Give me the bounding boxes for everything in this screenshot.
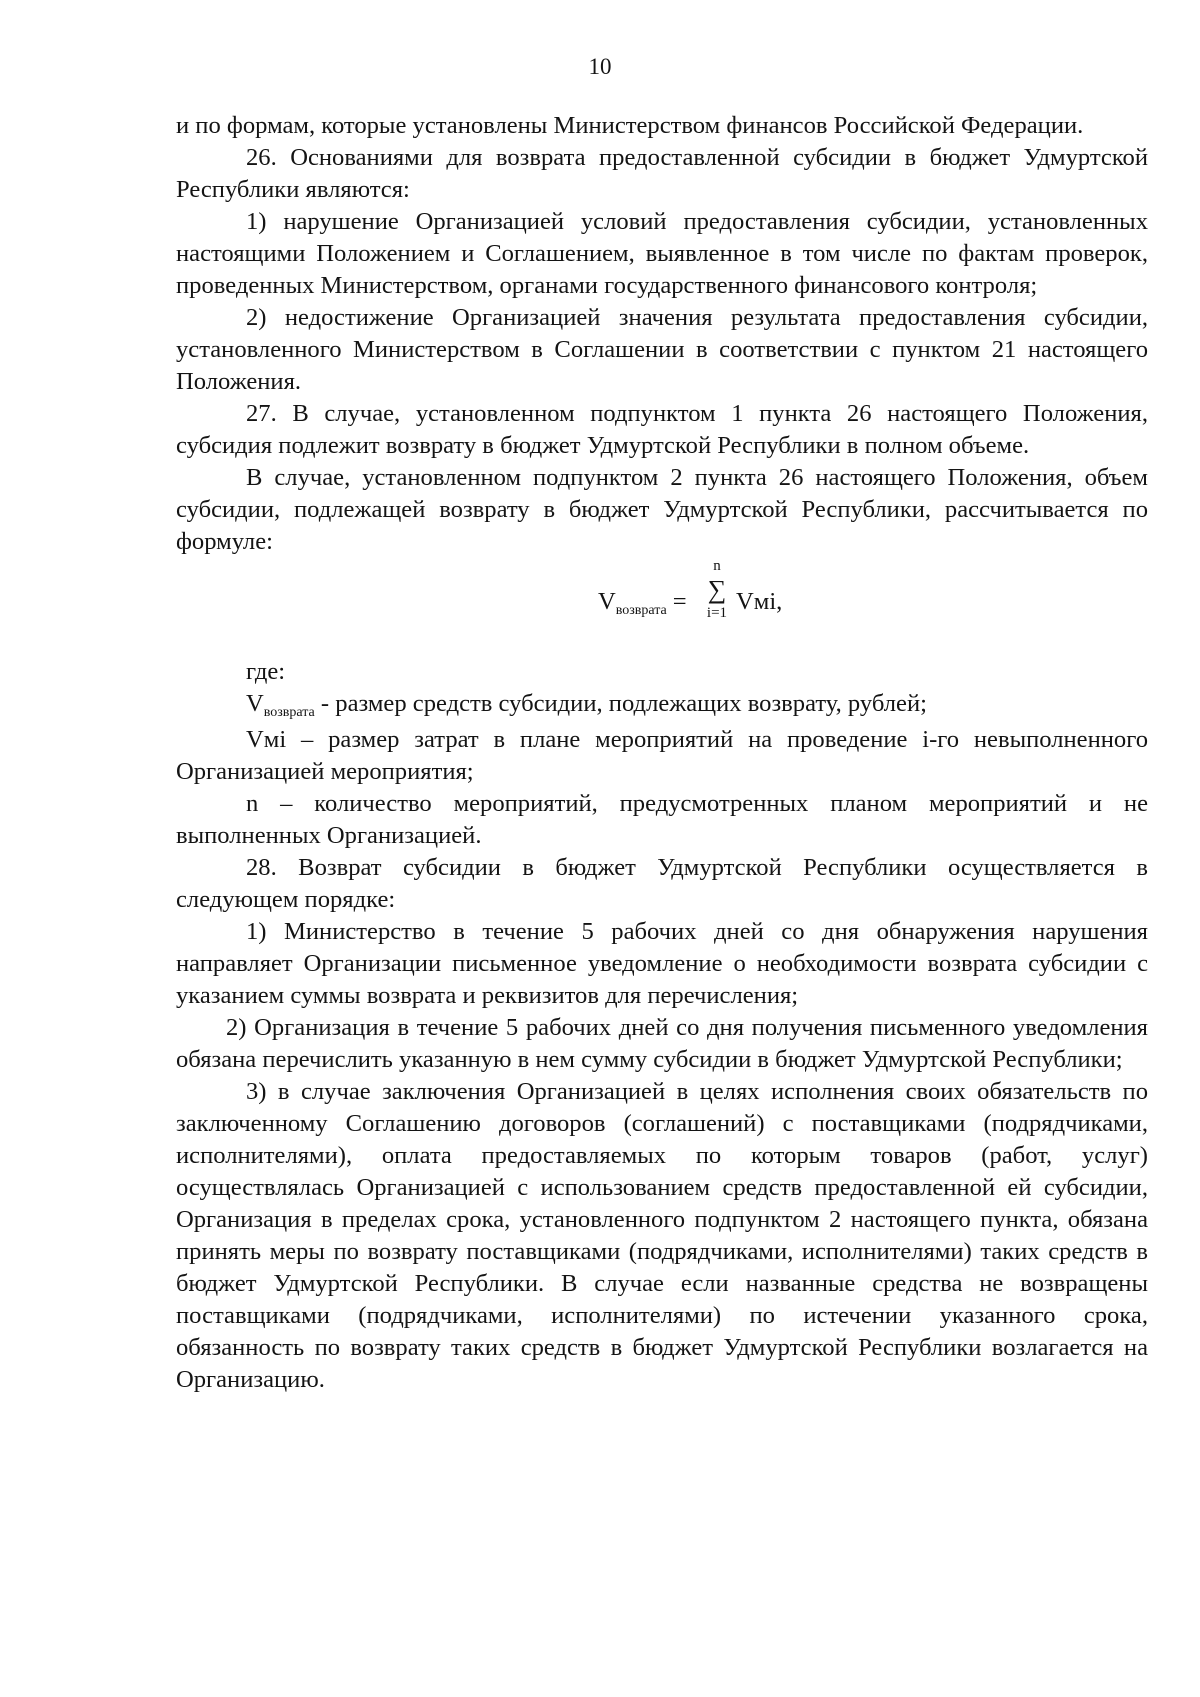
paragraph-27: 27. В случае, установленном подпунктом 1 пункта 26 настоящего Положения, субсидия подлежит возврату в бюджет Удмуртской Республики в полном объеме. (176, 400, 1148, 459)
formula-sum (704, 558, 730, 622)
paragraph-28-item-1: 1) Министерство в течение 5 рабочих дней со дня обнаружения нарушения направляет Организации письменное уведомление о необходимости возврата субсидии с указанием суммы возврата и реквизитов для перечисления; (176, 918, 1148, 1009)
page-number: 10 (588, 54, 612, 79)
document-body (176, 110, 1148, 1396)
definition-n: n – количество мероприятий, предусмотренных планом мероприятий и не выполненных Организацией. (176, 790, 1148, 849)
formula-sum-symbol: ∑ (707, 575, 727, 604)
definition-v-return: $V_{возврата}$ - размер средств субсидии, подлежащих возврату, рублей; (246, 690, 927, 720)
formula-rhs: Vмi, (736, 588, 783, 615)
formula-sum-upper: n (713, 558, 721, 574)
return-formula (176, 558, 1148, 650)
paragraph-26-item-2: 2) недостижение Организацией значения результата предоставления субсидии, установленного Министерством в Соглашении в соответствии с пунктом 21 настоящего Положения. (176, 304, 1148, 395)
paragraph-intro: и по формам, которые установлены Министерством финансов Российской Федерации. (176, 112, 1084, 139)
definition-vmi: Vмi – размер затрат в плане мероприятий на проведение i-го невыполненного Организацией мероприятия; (176, 726, 1148, 785)
formula-equals: = (672, 588, 687, 615)
paragraph-28-item-2: 2) Организация в течение 5 рабочих дней со дня получения письменного уведомления обязана перечислить указанную в нем сумму субсидии в бюджет Удмуртской Республики; (176, 1014, 1148, 1073)
formula-lhs-subscript: возврата (615, 603, 667, 618)
paragraph-26-item-1: 1) нарушение Организацией условий предоставления субсидии, установленных настоящими Положением и Соглашением, выявленное в том числе по фактам проверок, проведенных Министерством, органами государственного финансового контроля; (176, 208, 1148, 299)
definition-v-return-subscript: возврата (263, 705, 315, 720)
paragraph-27-second: В случае, установленном подпунктом 2 пункта 26 настоящего Положения, объем субсидии, подлежащей возврату в бюджет Удмуртской Республики, рассчитывается по формуле: (176, 464, 1148, 555)
where-label: где: (246, 658, 286, 685)
paragraph-26: 26. Основаниями для возврата предоставленной субсидии в бюджет Удмуртской Республики являются: (176, 144, 1148, 203)
paragraph-28: 28. Возврат субсидии в бюджет Удмуртской Республики осуществляется в следующем порядке: (176, 854, 1148, 913)
formula-sum-lower: i=1 (706, 605, 728, 621)
formula-lhs: $V_{возврата}$ = (598, 588, 687, 618)
paragraph-28-item-3: 3) в случае заключения Организацией в целях исполнения своих обязательств по заключенному Соглашению договоров (соглашений) с поставщиками (подрядчиками, исполнителями), оплата предоставляемых по которым товаров (работ, услуг) осуществлялась Организацией с использованием средств предоставленной ей субсидии, Организация в пределах срока, установленного подпунктом 2 настоящего пункта, обязана принять меры по возврату поставщиками (подрядчиками, исполнителями) таких средств в бюджет Удмуртской Республики. В случае если названные средства не возвращены поставщиками (подрядчиками, исполнителями) по истечении указанного срока, обязанность по возврату таких средств в бюджет Удмуртской Республики возлагается на Организацию. (176, 1078, 1148, 1393)
